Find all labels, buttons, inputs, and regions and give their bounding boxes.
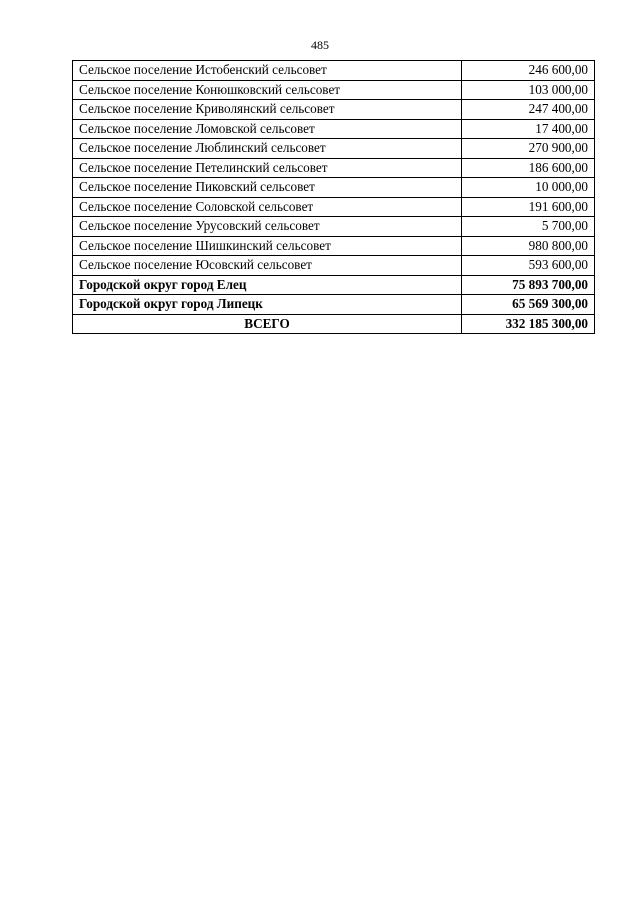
table-row <box>73 158 595 178</box>
row-amount: 17 400,00 <box>462 119 595 139</box>
row-amount: 593 600,00 <box>462 256 595 276</box>
row-amount: 65 569 300,00 <box>462 295 595 315</box>
total-amount: 332 185 300,00 <box>462 314 595 334</box>
row-amount: 186 600,00 <box>462 158 595 178</box>
row-name: Сельское поселение Криволянский сельсовет <box>73 100 462 120</box>
table-row <box>73 119 595 139</box>
city-row-yelets <box>73 275 595 295</box>
table-row <box>73 80 595 100</box>
row-amount: 191 600,00 <box>462 197 595 217</box>
row-name: Сельское поселение Юсовский сельсовет <box>73 256 462 276</box>
row-name: Городской округ город Липецк <box>73 295 462 315</box>
row-name: Городской округ город Елец <box>73 275 462 295</box>
row-amount: 75 893 700,00 <box>462 275 595 295</box>
row-amount: 103 000,00 <box>462 80 595 100</box>
row-amount: 980 800,00 <box>462 236 595 256</box>
row-name: Сельское поселение Петелинский сельсовет <box>73 158 462 178</box>
table-row <box>73 197 595 217</box>
table-row <box>73 178 595 198</box>
table-row <box>73 61 595 81</box>
row-amount: 246 600,00 <box>462 61 595 81</box>
row-name: Сельское поселение Шишкинский сельсовет <box>73 236 462 256</box>
row-name: Сельское поселение Конюшковский сельсовет <box>73 80 462 100</box>
row-name: Сельское поселение Урусовский сельсовет <box>73 217 462 237</box>
row-amount: 10 000,00 <box>462 178 595 198</box>
budget-table <box>72 60 595 334</box>
table-row <box>73 217 595 237</box>
row-name: Сельское поселение Ломовской сельсовет <box>73 119 462 139</box>
row-name: Сельское поселение Истобенский сельсовет <box>73 61 462 81</box>
table-row <box>73 139 595 159</box>
row-name: Сельское поселение Пиковский сельсовет <box>73 178 462 198</box>
row-name: Сельское поселение Люблинский сельсовет <box>73 139 462 159</box>
table-row <box>73 100 595 120</box>
row-name: Сельское поселение Соловской сельсовет <box>73 197 462 217</box>
row-amount: 247 400,00 <box>462 100 595 120</box>
page-number: 485 <box>311 38 329 52</box>
row-amount: 270 900,00 <box>462 139 595 159</box>
table-row <box>73 256 595 276</box>
city-row-lipetsk <box>73 295 595 315</box>
total-row <box>73 314 595 334</box>
row-amount: 5 700,00 <box>462 217 595 237</box>
total-label: ВСЕГО <box>73 314 462 334</box>
table-row <box>73 236 595 256</box>
